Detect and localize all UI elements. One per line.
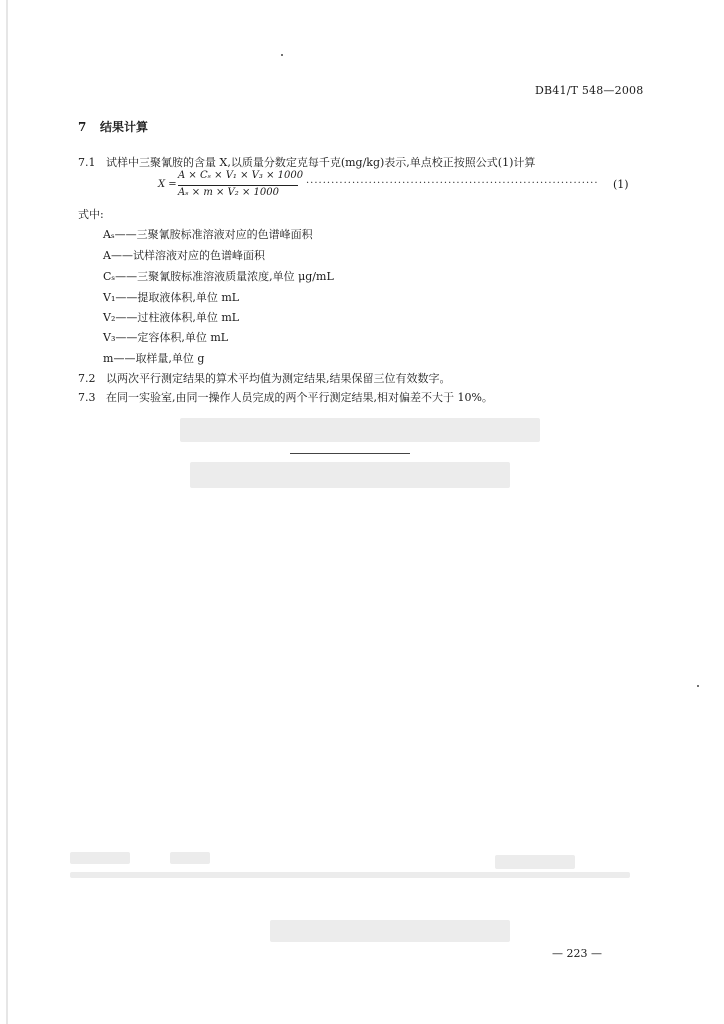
clause-7-3 [78, 389, 493, 405]
section-heading [78, 118, 148, 135]
formula-lhs: X = [158, 179, 177, 190]
horizontal-rule [290, 453, 410, 454]
bleed-through-mark [495, 855, 575, 869]
clause-7-1 [78, 154, 535, 170]
section-number: 7 [78, 120, 87, 134]
scan-speck [281, 54, 283, 56]
bleed-through-mark [180, 418, 540, 442]
variable-item [103, 309, 239, 325]
variable-symbol: Aₛ [103, 228, 115, 241]
variable-desc: 三聚氰胺标准溶液对应的色谱峰面积 [136, 228, 313, 241]
clause-7-2 [78, 370, 451, 386]
variable-dash: —— [114, 228, 137, 241]
variable-symbol: Cₛ [103, 270, 116, 283]
variable-symbol: V₁ [103, 291, 116, 304]
variable-item [103, 226, 313, 242]
variable-symbol: V₃ [103, 331, 116, 344]
equation-number: (1) [613, 178, 629, 191]
bleed-through-mark [70, 872, 630, 878]
bleed-through-mark [70, 852, 130, 864]
variable-dash: —— [115, 270, 138, 283]
variable-desc: 过柱液体积,单位 mL [137, 311, 240, 324]
variable-dash: —— [115, 331, 138, 344]
where-label: 式中: [78, 208, 104, 221]
variable-symbol: A [103, 249, 111, 262]
variable-item [103, 329, 228, 345]
section-title: 结果计算 [100, 120, 149, 134]
clause-text: 在同一实验室,由同一操作人员完成的两个平行测定结果,相对偏差不大于 10%。 [106, 391, 493, 404]
scan-edge [6, 0, 8, 1024]
bleed-through-mark [170, 852, 210, 864]
variable-symbol: m [103, 352, 114, 365]
leader-dots: ······································································ [306, 178, 599, 189]
variable-dash: —— [111, 249, 133, 262]
variable-dash: —— [113, 352, 136, 365]
variable-item [103, 289, 239, 305]
variable-item [103, 350, 204, 366]
variable-dash: —— [115, 291, 138, 304]
formula-numerator: A × Cₛ × V₁ × V₃ × 1000 [178, 170, 304, 181]
fraction-bar [178, 185, 298, 186]
variable-symbol: V₂ [103, 311, 116, 324]
variable-desc: 三聚氰胺标准溶液质量浓度,单位 μg/mL [137, 270, 334, 283]
variable-desc: 定容体积,单位 mL [137, 331, 229, 344]
variable-item [103, 268, 334, 284]
clause-number: 7.2 [78, 372, 96, 385]
scan-speck [697, 685, 699, 687]
variable-desc: 试样溶液对应的色谱峰面积 [133, 249, 265, 262]
variable-desc: 取样量,单位 g [135, 352, 205, 365]
formula-denominator: Aₛ × m × V₂ × 1000 [178, 187, 279, 198]
bleed-through-mark [190, 462, 510, 488]
clause-number: 7.1 [78, 156, 96, 169]
variable-desc: 提取液体积,单位 mL [137, 291, 240, 304]
page-number: — 223 — [552, 947, 602, 960]
variable-dash: —— [115, 311, 138, 324]
clause-text: 以两次平行测定结果的算术平均值为测定结果,结果保留三位有效数字。 [106, 372, 451, 385]
variable-item [103, 247, 265, 263]
clause-text: 试样中三聚氰胺的含量 X,以质量分数定克每千克(mg/kg)表示,单点校正按照公式(1)计算 [106, 156, 536, 169]
standard-code: DB41/T 548—2008 [535, 84, 644, 97]
bleed-through-mark [270, 920, 510, 942]
clause-number: 7.3 [78, 391, 96, 404]
